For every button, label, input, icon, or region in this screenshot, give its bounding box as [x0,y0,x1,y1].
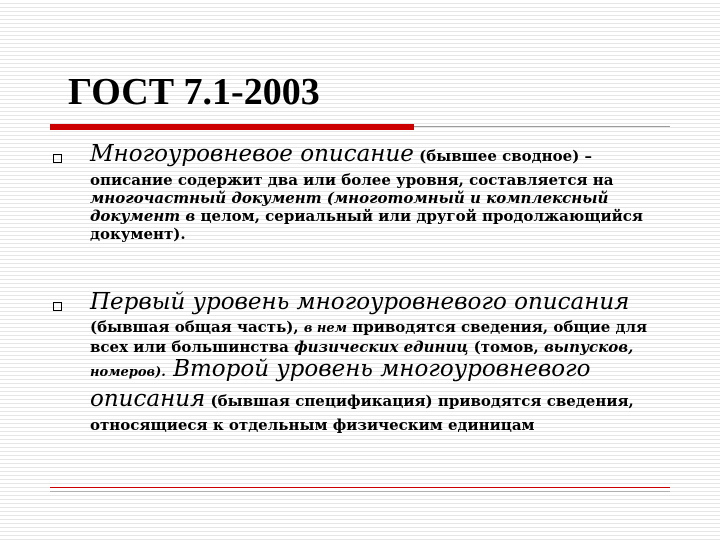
item-body-text: (бывшая спецификация) приводятся сведения, [205,392,634,410]
list-item [90,289,660,434]
item-body-line: относящиеся к отдельным физическим единицам [90,416,535,434]
page-title: ГОСТ 7.1-2003 [68,71,320,113]
item-body-italic: номеров). [90,365,166,380]
item-heading: Многоуровневое описание [90,141,414,167]
item-body-text: всех или большинства [90,338,295,356]
item-body-italic: документ в [90,207,196,225]
item-body-italic: выпусков, [543,338,634,356]
item-heading-line [90,141,660,167]
footer-divider [50,487,670,488]
item-heading: Первый уровень многоуровневого описания [90,289,630,315]
item-body-text: приводятся сведения, общие для [347,318,648,336]
title-accent-bar [50,124,414,130]
item-body-line [90,318,660,338]
item-body-line: описание содержит два или более уровня, составляется на [90,171,614,189]
item-body-line [90,386,660,414]
item-body-line [90,338,660,356]
item-body-italic: в нем [303,321,347,336]
item-body-italic: физических единиц [294,338,469,356]
item-body-line [90,356,660,386]
item-body-text: (томов, [468,338,544,356]
list-item [90,141,660,243]
footer-divider-shadow [50,491,670,492]
item-body-text: целом, сериальный или другой продолжающийся [195,207,643,225]
item-body-text: (бывшая общая часть), [90,318,304,336]
item-subheading: Второй уровень многоуровневого [165,356,591,382]
item-heading-tail: (бывшее сводное) – [413,147,593,165]
item-body-line: многочастный документ (многотомный и комплексный [90,189,609,207]
item-subheading: описания [90,386,206,412]
item-body-line [90,207,660,225]
square-bullet-icon [53,154,62,163]
square-bullet-icon [53,302,62,311]
item-body-line: документ). [90,225,186,243]
